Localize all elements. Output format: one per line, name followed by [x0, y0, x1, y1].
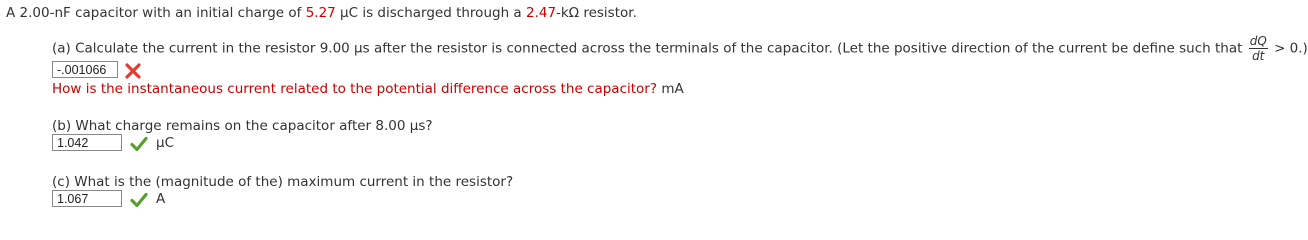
problem-statement: [6, 5, 637, 21]
part-a-question-tail: > 0.): [1274, 40, 1308, 57]
intro-text-middle: μC is discharged through a: [335, 5, 526, 21]
part-b-unit: μC: [156, 135, 175, 151]
fraction-numerator: dQ: [1249, 34, 1267, 48]
part-b-question: (b) What charge remains on the capacitor after 8.00 μs?: [52, 118, 433, 134]
x-mark-icon: [124, 62, 142, 80]
part-a-answer-input[interactable]: -.001066: [52, 61, 118, 78]
part-b-answer-input[interactable]: 1.042: [52, 134, 122, 151]
part-c-question: (c) What is the (magnitude of the) maximum current in the resistor?: [52, 174, 514, 190]
charge-value: 5.27: [305, 5, 336, 21]
check-mark-icon: [130, 135, 148, 153]
intro-text-end: -kΩ resistor.: [556, 5, 637, 21]
part-a-hint: How is the instantaneous current related to the potential difference across the capacitor?: [52, 81, 658, 97]
check-mark-icon: [130, 191, 148, 209]
part-a-feedback: [52, 81, 684, 97]
part-a-unit: mA: [661, 81, 684, 97]
part-c-answer-input[interactable]: 1.067: [52, 190, 122, 207]
dq-dt-fraction: [1249, 35, 1268, 62]
part-c-unit: A: [156, 191, 166, 207]
part-a-question: [52, 35, 1308, 62]
intro-text-start: A 2.00-nF capacitor with an initial charge of: [6, 5, 306, 21]
part-a-question-text: (a) Calculate the current in the resistor 9.00 μs after the resistor is connected across the terminals of the capacitor. (Let the positive direction of the current be define such that: [52, 40, 1243, 57]
resistance-value: 2.47: [525, 5, 557, 21]
fraction-denominator: dt: [1252, 49, 1265, 63]
